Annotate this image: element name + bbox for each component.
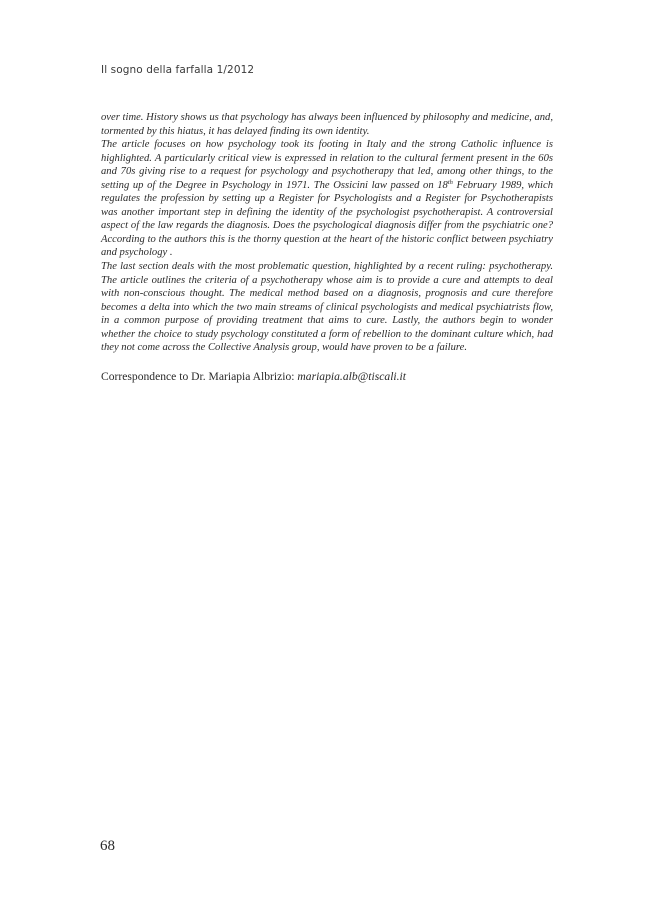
running-head: Il sogno della farfalla 1/2012 xyxy=(101,64,255,76)
paragraph-2-part-1: The article focuses on how psychology took its footing in Italy and the strong Catholic influence is highlighted. A particularly critical view is expressed in relation to the cultural ferment present in the 60s and 70s giving rise to a request for psychology and psychotherapy that led, among other things, to the setting up of the Degree in Psychology in 1971. The Ossicini law passed on 18 xyxy=(101,139,553,191)
paragraph-1: over time. History shows us that psychology has always been influenced by philosophy and medicine, and, tormented by this hiatus, it has delayed finding its own identity. xyxy=(101,112,553,137)
correspondence-label: Correspondence to Dr. Mariapia Albrizio: xyxy=(101,370,298,383)
page-number: 68 xyxy=(100,838,115,854)
paragraph-3: The last section deals with the most problematic question, highlighted by a recent ruling: psychotherapy. The article outlines the criteria of a psychotherapy whose aim is to provide a cure and attempts to deal with non-conscious thought. The medical method based on a diagnosis, prognosis and cure therefore becomes a delta into which the two main streams of clinical psychologists and medical psychiatrists flow, in a common purpose of providing treatment that aims to cure. Lastly, the authors begin to wonder whether the choice to study psychology constituted a form of rebellion to the dominant culture which, had they not come across the Collective Analysis group, would have proven to be a failure. xyxy=(101,261,553,354)
paragraph-2 xyxy=(101,138,553,260)
paragraph-2-part-2: February 1989, which regulates the profession by setting up a Register for Psychologists and a Register for Psychotherapists was another important step in defining the identity of the psychologist psychotherapist. A controversial aspect of the law regards the diagnosis. Does the psychological diagnosis differ from the psychiatric one? According to the authors this is the thorny question at the heart of the historic conflict between psychiatry and psychology . xyxy=(101,179,553,259)
ordinal-superscript: th xyxy=(447,178,453,186)
correspondence-email[interactable]: mariapia.alb@tiscali.it xyxy=(297,370,406,383)
abstract-body xyxy=(101,111,553,355)
correspondence-line xyxy=(101,370,553,383)
